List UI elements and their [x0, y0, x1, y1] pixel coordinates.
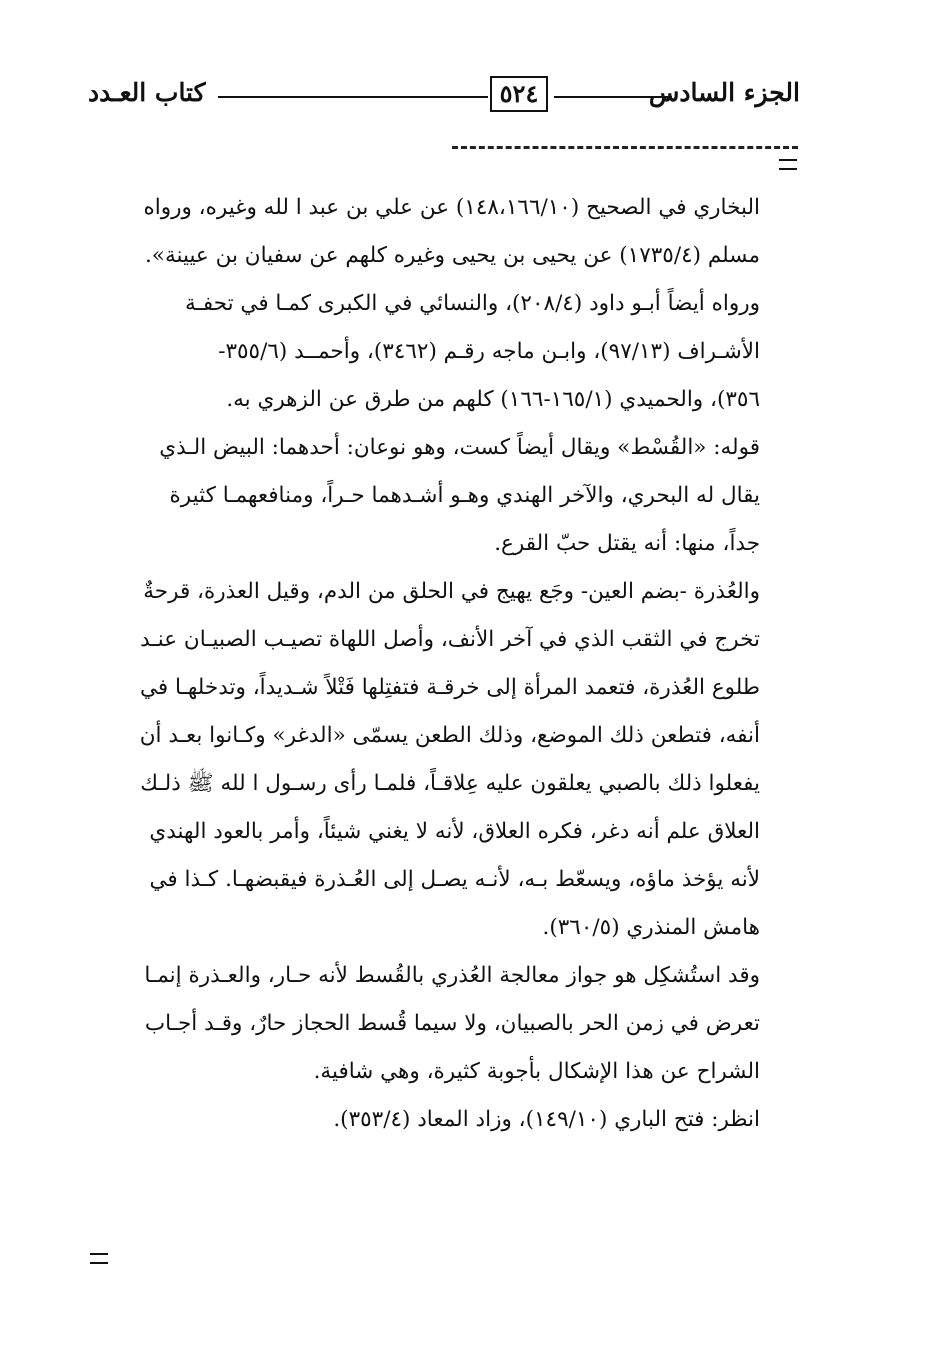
paragraph [88, 952, 760, 1096]
text-line: وقد استُشكِل هو جواز معالجة العُذري بالقُسط لأنه حـار، والعـذرة إنمـا [144, 963, 760, 988]
text-line: الشراح عن هذا الإشكال بأجوبة كثيرة، وهي شافية. [313, 1059, 760, 1084]
page-body [88, 184, 760, 1144]
text-line: انظر: فتح الباري (١٤٩/١٠)، وزاد المعاد (٣٥٣/٤). [333, 1107, 760, 1132]
header-rule-right [554, 96, 672, 98]
text-line: والعُذرة -بضم العين- وجَع يهيج في الحلق من الدم، وقيل العذرة، قرحةٌ [143, 579, 760, 604]
text-line: الأشـراف (٩٧/١٣)، وابـن ماجه رقـم (٣٤٦٢)، وأحمــد (٣٥٥/٦- [218, 339, 760, 364]
text-line: البخاري في الصحيح (١٤٨،١٦٦/١٠) عن علي بن عبد ا لله وغيره، ورواه [143, 195, 760, 220]
text-line: العلاق علم أنه دغر، فكره العلاق، لأنه لا يغني شيئاً، وأمر بالعود الهندي [149, 819, 760, 844]
header-rule-left [218, 96, 488, 98]
paragraph [88, 184, 760, 424]
page-number: ٥٢٤ [490, 76, 548, 112]
page-header [88, 76, 800, 120]
book-title: كتاب العـدد [88, 78, 206, 107]
paragraph [88, 424, 760, 568]
text-line: طلوع العُذرة، فتعمد المرأة إلى خرقـة فتفتِلها فَتْلاً شـديداً، وتدخلهـا في [140, 675, 760, 700]
text-line: ٣٥٦)، والحميدي (١٦٥/١-١٦٦) كلهم من طرق عن الزهري به. [226, 387, 760, 412]
text-line: لأنه يؤخذ ماؤه، ويسعّط بـه، لأنـه يصـل إلى العُـذرة فيقبضهـا. كـذا في [149, 867, 760, 892]
text-line: مسلم (١٧٣٥/٤) عن يحيى بن يحيى وغيره كلهم عن سفيان بن عيينة». [144, 243, 760, 268]
text-line: يفعلوا ذلك بالصبي يعلقون عليه عِلاقـاً، فلمـا رأى رسـول ا لله ﷺ ذلـك [140, 771, 760, 796]
text-line: هامش المنذري (٣٦٠/٥). [542, 915, 760, 940]
paragraph [88, 568, 760, 952]
text-line: أنفه، فتطعن ذلك الموضع، وذلك الطعن يسمّى «الدغر» وكـانوا بعـد أن [139, 723, 760, 748]
text-line: جداً، منها: أنه يقتل حبّ القرع. [494, 531, 760, 556]
dashed-separator [452, 146, 798, 149]
text-line: تعرض في زمن الحر بالصبيان، ولا سيما قُسط الحجاز حارٌ، وقـد أجـاب [144, 1011, 760, 1036]
text-line: يقال له البحري، والآخر الهندي وهـو أشـدهما حـراً، ومنافعهمـا كثيرة [169, 483, 760, 508]
footnote-start-mark [779, 159, 797, 170]
text-line: تخرج في الثقب الذي في آخر الأنف، وأصل اللهاة تصيـب الصبيـان عنـد [140, 627, 760, 652]
part-title: الجزء السادس [648, 78, 800, 107]
footnote-end-mark [90, 1253, 108, 1264]
text-line: قوله: «القُسْط» ويقال أيضاً كست، وهو نوعان: أحدهما: البيض الـذي [159, 435, 760, 460]
text-line: ورواه أيضاً أبـو داود (٢٠٨/٤)، والنسائي في الكبرى كمـا في تحفـة [185, 291, 760, 316]
paragraph [88, 1096, 760, 1144]
